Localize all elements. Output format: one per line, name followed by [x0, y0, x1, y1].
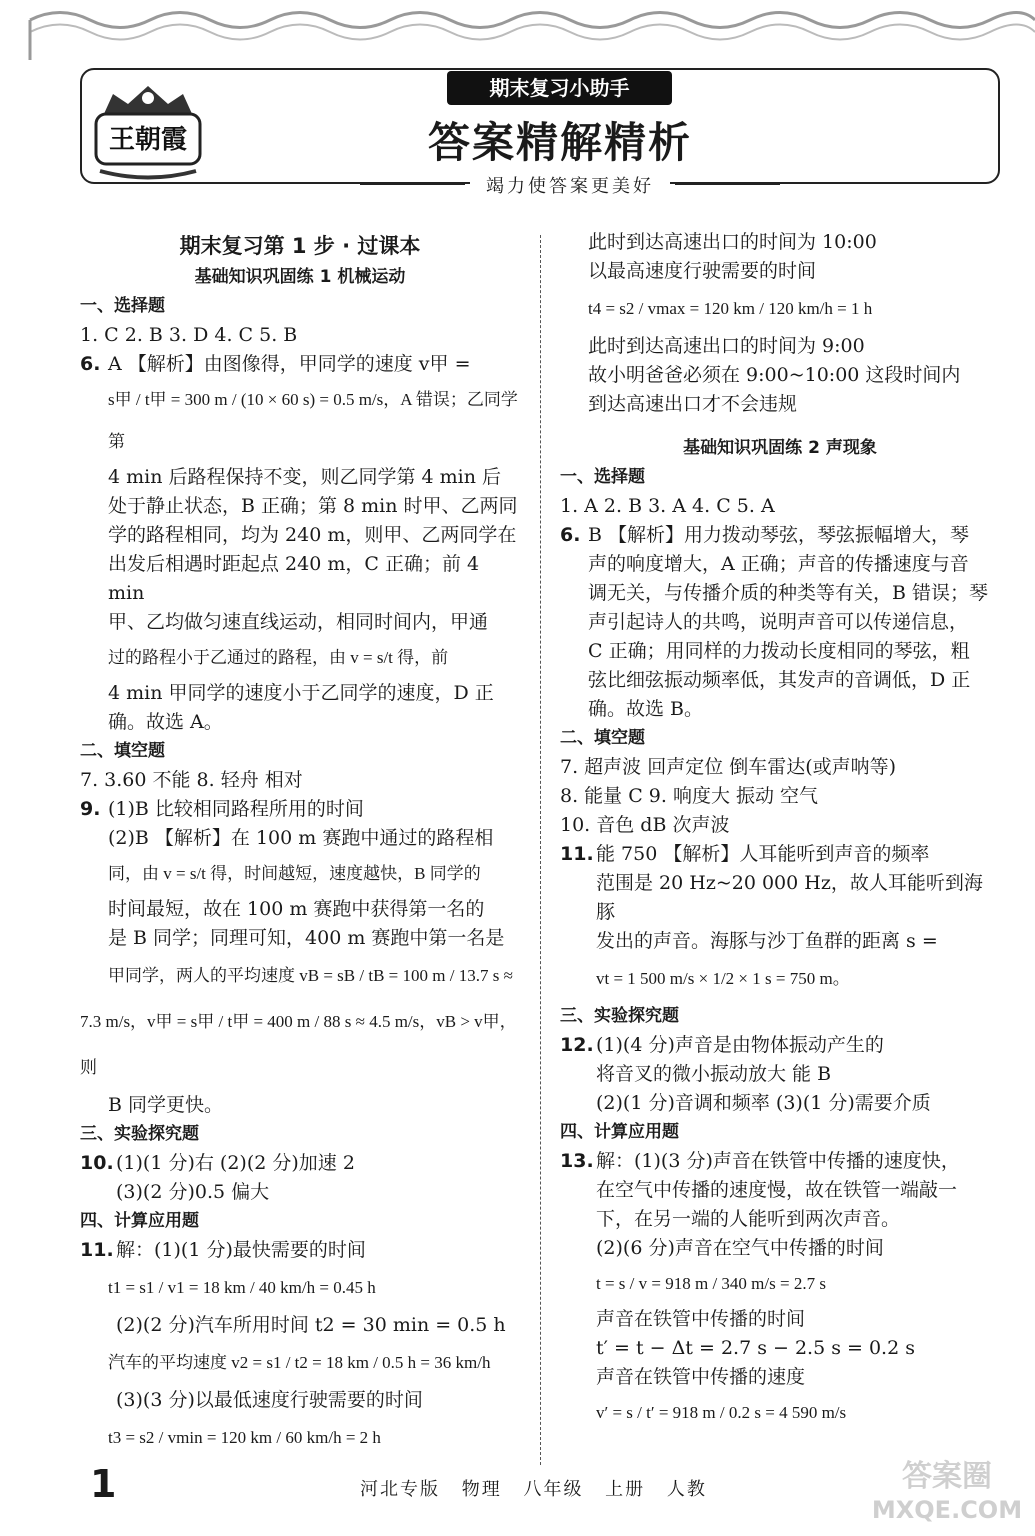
answer-line: (2)(1 分)音调和频率 (3)(1 分)需要介质: [596, 1092, 931, 1114]
answer-line: (1)(4 分)声音是由物体振动产生的: [596, 1034, 884, 1056]
answer-line: 此时到达高速出口的时间为 10:00: [588, 231, 877, 253]
svg-text:MXQE.COM: MXQE.COM: [871, 1496, 1023, 1524]
answer-line: (1)B 比较相同路程所用的时间: [108, 798, 364, 820]
exercise-heading: 基础知识巩固练 1 机械运动: [194, 267, 406, 287]
helper-tag: 期末复习小助手: [447, 71, 672, 105]
brand-logo: [88, 76, 208, 186]
answer-line: 解：(1)(1 分)最快需要的时间: [116, 1239, 366, 1261]
answer-line: A 【解析】由图像得，甲同学的速度 v甲 =: [108, 353, 471, 375]
answer-line: 7. 超声波 回声定位 倒车雷达(或声呐等): [560, 756, 897, 778]
question-12: [560, 1031, 1000, 1118]
section-heading: 期末复习第 1 步 · 过课本: [179, 234, 421, 258]
answer-line: 4 min 后路程保持不变，则乙同学第 4 min 后: [108, 466, 502, 488]
question-number: 12.: [560, 1034, 594, 1056]
question-6: [560, 521, 1000, 724]
answer-line: 能 750 【解析】人耳能听到声音的频率: [596, 843, 930, 865]
left-column: [80, 230, 520, 1461]
answer-line: 4 min 甲同学的速度小于乙同学的速度，D 正: [108, 682, 494, 704]
answer-line: 甲、乙均做匀速直线运动，相同时间内，甲通: [108, 611, 489, 633]
svg-text:王朝霞: 王朝霞: [108, 125, 188, 155]
question-13: [560, 1147, 1000, 1434]
section-label: 四、计算应用题: [80, 1211, 199, 1231]
section-label: 一、选择题: [560, 467, 645, 487]
question-number: 11.: [560, 843, 594, 865]
answer-line: 1. A 2. B 3. A 4. C 5. A: [560, 495, 775, 517]
answer-line: (2)(2 分)汽车所用时间 t2 = 30 min = 0.5 h: [116, 1314, 506, 1336]
question-number: 6.: [80, 353, 101, 375]
watermark-logo: [867, 1448, 1027, 1528]
formula: v′ = s / t′ = 918 m / 0.2 s = 4 590 m/s: [596, 1403, 847, 1422]
answer-line: 声引起诗人的共鸣，说明声音可以传递信息，: [588, 611, 969, 633]
section-label: 四、计算应用题: [560, 1122, 679, 1142]
question-11: [80, 1236, 520, 1461]
question-number: 11.: [80, 1239, 114, 1261]
answer-line: 确。故选 A。: [108, 711, 223, 733]
section-label: 三、实验探究题: [80, 1124, 199, 1144]
section-label: 三、实验探究题: [560, 1006, 679, 1026]
answer-line: 确。故选 B。: [588, 698, 704, 720]
answer-line: 到达高速出口才不会违规: [588, 393, 798, 415]
formula: 汽车的平均速度 v2 = s1 / t2 = 18 km / 0.5 h = 36 km/h: [108, 1353, 491, 1372]
question-9: [80, 795, 520, 1120]
section-label: 二、填空题: [560, 728, 645, 748]
question-number: 6.: [560, 524, 581, 546]
answer-line: (2)B 【解析】在 100 m 赛跑中通过的路程相: [108, 827, 494, 849]
slogan-rule-left: [360, 183, 465, 185]
answer-line: 7. 3.60 不能 8. 轻舟 相对: [80, 769, 303, 791]
question-11: [560, 840, 1000, 1002]
slogan: 竭力使答案更美好: [470, 172, 670, 198]
answer-line: 1. C 2. B 3. D 4. C 5. B: [80, 324, 298, 346]
question-6: [80, 350, 520, 737]
answer-line: 是 B 同学；同理可知，400 m 赛跑中第一名是: [108, 927, 505, 949]
answer-line: 8. 能量 C 9. 响度大 振动 空气: [560, 785, 819, 807]
footer-info: 河北专版 物理 八年级 上册 人教: [360, 1479, 707, 1500]
page-title: 答案精解精析: [427, 118, 692, 167]
answer-line: 声音在铁管中传播的速度: [596, 1366, 806, 1388]
answer-line: 时间最短，故在 100 m 赛跑中获得第一名的: [108, 898, 485, 920]
answer-line: B 【解析】用力拨动琴弦，琴弦振幅增大，琴: [588, 524, 970, 546]
answer-line: 下，在另一端的人能听到两次声音。: [596, 1208, 901, 1230]
decorative-top-border: [0, 0, 1035, 60]
formula: vt = 1 500 m/s × 1/2 × 1 s = 750 m。: [596, 969, 850, 988]
formula: 7.3 m/s，v甲 = s甲 / t甲 = 400 m / 88 s ≈ 4.5 m/s，vB > v甲，则: [80, 1012, 517, 1077]
question-number: 10.: [80, 1152, 114, 1174]
answer-line: 出发后相遇时距起点 240 m，C 正确；前 4 min: [108, 553, 480, 604]
answer-line: (3)(2 分)0.5 偏大: [116, 1181, 270, 1203]
answer-line: (1)(1 分)右 (2)(2 分)加速 2: [116, 1152, 355, 1174]
slogan-rule-right: [675, 183, 780, 185]
formula: t = s / v = 918 m / 340 m/s = 2.7 s: [596, 1274, 826, 1293]
answer-line: 声的响度增大，A 正确；声音的传播速度与音: [588, 553, 969, 575]
answer-line: 过的路程小于乙通过的路程，由 v = s/t 得，前: [108, 648, 449, 667]
answer-line: 处于静止状态，B 正确；第 8 min 时甲、乙两同: [108, 495, 518, 517]
formula: s甲 / t甲 = 300 m / (10 × 60 s) = 0.5 m/s，A 错误；乙同学第: [108, 390, 518, 451]
answer-line: (3)(3 分)以最低速度行驶需要的时间: [116, 1389, 423, 1411]
answer-line: 以最高速度行驶需要的时间: [588, 260, 817, 282]
answer-line: 故小明爸爸必须在 9:00~10:00 这段时间内: [588, 364, 961, 386]
answer-line: 此时到达高速出口的时间为 9:00: [588, 335, 865, 357]
section-label: 二、填空题: [80, 741, 165, 761]
question-10: [80, 1149, 520, 1207]
answer-line: 将音叉的微小振动放大 能 B: [596, 1063, 832, 1085]
answer-line: C 正确；用同样的力拨动长度相同的琴弦，粗: [588, 640, 970, 662]
question-number: 13.: [560, 1150, 594, 1172]
column-divider: [540, 235, 541, 1465]
formula: t1 = s1 / v1 = 18 km / 40 km/h = 0.45 h: [108, 1278, 376, 1297]
question-number: 9.: [80, 798, 101, 820]
answer-line: 10. 音色 dB 次声波: [560, 814, 730, 836]
answer-line: 调无关，与传播介质的种类等有关，B 错误；琴: [588, 582, 989, 604]
answer-line: 范围是 20 Hz~20 000 Hz，故人耳能听到海豚: [596, 872, 983, 923]
formula: 甲同学，两人的平均速度 vB = sB / tB = 100 m / 13.7 s ≈: [108, 966, 513, 985]
answer-line: 弦比细弦振动频率低，其发声的音调低，D 正: [588, 669, 971, 691]
answer-line: 发出的声音。海豚与沙丁鱼群的距离 s =: [596, 930, 938, 952]
answer-line: 在空气中传播的速度慢，故在铁管一端敲一: [596, 1179, 958, 1201]
answer-line: 解：(1)(3 分)声音在铁管中传播的速度快，: [596, 1150, 960, 1172]
page-number: 1: [90, 1462, 117, 1506]
answer-line: 声音在铁管中传播的时间: [596, 1308, 806, 1330]
exercise-heading: 基础知识巩固练 2 声现象: [683, 438, 877, 458]
answer-line: B 同学更快。: [108, 1094, 224, 1116]
right-column: [560, 228, 1000, 1434]
svg-text:答案圈: 答案圈: [902, 1459, 992, 1494]
answer-line: 同，由 v = s/t 得，时间越短，速度越快，B 同学的: [108, 864, 481, 883]
formula: t4 = s2 / vmax = 120 km / 120 km/h = 1 h: [588, 299, 873, 318]
section-label: 一、选择题: [80, 296, 165, 316]
answer-line: (2)(6 分)声音在空气中传播的时间: [596, 1237, 884, 1259]
formula: t3 = s2 / vmin = 120 km / 60 km/h = 2 h: [108, 1428, 381, 1447]
answer-line: 学的路程相同，均为 240 m，则甲、乙两同学在: [108, 524, 517, 546]
answer-line: t′ = t − Δt = 2.7 s − 2.5 s = 0.2 s: [596, 1337, 915, 1359]
